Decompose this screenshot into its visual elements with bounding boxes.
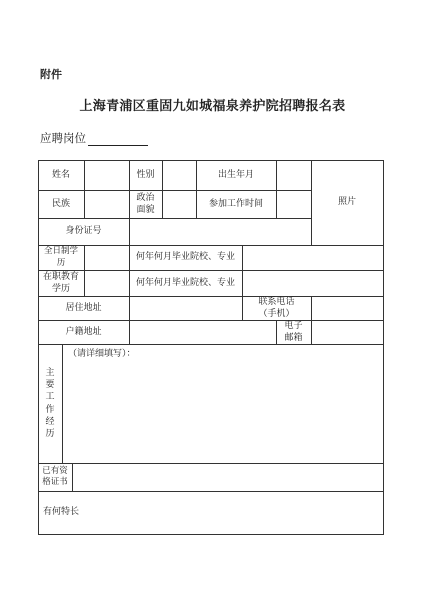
position-field <box>40 130 148 146</box>
inservice-edu-detail-field[interactable] <box>242 270 383 296</box>
position-blank-line[interactable] <box>88 133 148 146</box>
political-status-field[interactable] <box>162 190 196 218</box>
skills-label: 有何特长 <box>42 507 79 518</box>
household-label: 户籍地址 <box>65 326 102 337</box>
political-status-line2: 面貌 <box>136 205 155 215</box>
work-start-label: 参加工作时间 <box>208 198 263 209</box>
fulltime-edu-label: 全日制学历 <box>43 246 78 268</box>
household-field[interactable] <box>129 320 276 344</box>
ethnicity-field[interactable] <box>84 190 129 218</box>
certificates-label: 已有资格证书 <box>42 465 68 487</box>
position-label: 应聘岗位 <box>40 131 86 145</box>
inservice-edu-field[interactable] <box>84 270 129 296</box>
id-number-field[interactable] <box>129 218 311 245</box>
skills-field[interactable] <box>84 491 383 534</box>
political-status-label <box>129 190 162 218</box>
inservice-edu-hint: 何年何月毕业院校、专业 <box>135 277 235 288</box>
fulltime-edu-field[interactable] <box>84 245 129 270</box>
name-field[interactable] <box>84 160 129 190</box>
phone-label <box>242 296 311 320</box>
work-start-field[interactable] <box>276 190 311 218</box>
experience-hint: （请详细填写）： <box>68 349 136 359</box>
residence-label: 居住地址 <box>65 302 102 313</box>
id-number-label: 身份证号 <box>65 226 102 237</box>
fulltime-edu-hint: 何年何月毕业院校、专业 <box>135 252 235 263</box>
experience-field[interactable] <box>62 344 383 463</box>
residence-field[interactable] <box>129 296 242 320</box>
email-label-line1: 电子 <box>284 320 303 331</box>
attachment-label: 附件 <box>40 68 62 81</box>
experience-label: 主要工作经历 <box>45 368 55 439</box>
phone-label-line1: 联系电话 <box>258 296 295 307</box>
birth-field[interactable] <box>276 160 311 190</box>
ethnicity-label: 民族 <box>51 198 70 209</box>
inservice-edu-label: 在职教育学历 <box>42 271 79 294</box>
fulltime-edu-detail-field[interactable] <box>242 245 383 270</box>
name-label: 姓名 <box>51 169 70 180</box>
gender-field[interactable] <box>162 160 196 190</box>
phone-label-line2: （手机） <box>258 309 295 319</box>
table-border-right <box>383 160 384 535</box>
birth-label: 出生年月 <box>217 169 254 180</box>
email-label <box>276 320 311 344</box>
photo-label[interactable]: 照片 <box>337 197 356 208</box>
gender-label: 性别 <box>136 169 155 180</box>
form-title: 上海青浦区重固九如城福泉养护院招聘报名表 <box>79 99 346 114</box>
table-border-bottom <box>38 534 384 535</box>
certificates-field[interactable] <box>72 463 383 491</box>
email-label-line2: 邮箱 <box>284 333 303 343</box>
political-status-line1: 政治 <box>136 192 155 203</box>
phone-field[interactable] <box>311 296 383 320</box>
email-field[interactable] <box>311 320 383 344</box>
